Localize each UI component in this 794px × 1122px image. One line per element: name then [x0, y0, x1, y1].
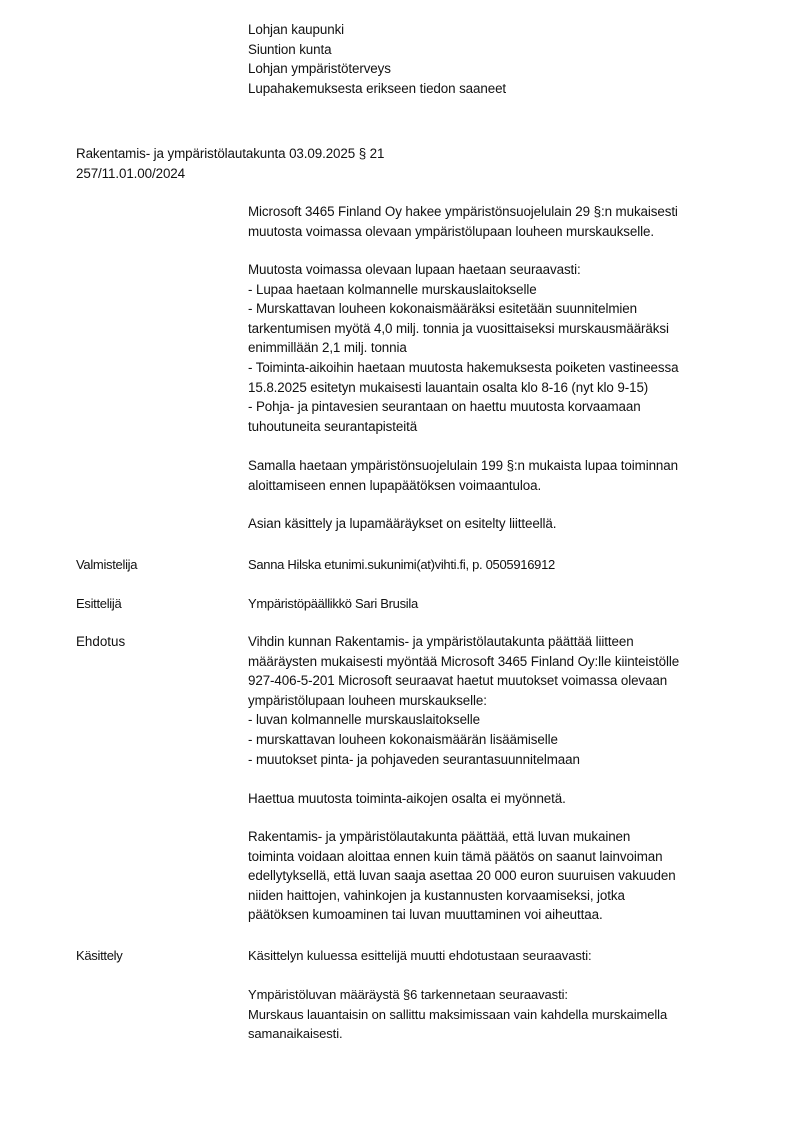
text-line: aloittamiseen ennen lupapäätöksen voimaantuloa.: [248, 477, 542, 493]
text-line: muutosta voimassa olevaan ympäristölupaan louheen murskaukselle.: [248, 223, 654, 239]
proposal-label: Ehdotus: [76, 634, 126, 649]
text-line: Asian käsittely ja lupamääräykset on esitelty liitteellä.: [248, 516, 557, 531]
text-line: tarkentumisen myötä 4,0 milj. tonnia ja vuosittaiseksi murskausmääräksi: [248, 320, 669, 336]
proposal-paragraph-3: [248, 827, 748, 925]
text-line: enimmillään 2,1 milj. tonnia: [248, 340, 407, 356]
list-item: - luvan kolmannelle murskauslaitokselle: [248, 712, 481, 728]
text-line: niiden haittojen, vahinkojen ja kustannusten korvaamiseksi, jotka: [248, 887, 625, 903]
text-line: Muutosta voimassa olevaan lupaan haetaan seuraavasti:: [248, 262, 581, 277]
text-line: ympäristölupaan louheen murskaukselle:: [248, 692, 487, 708]
text-line: päätöksen kumoaminen tai luvan muuttaminen voi aiheuttaa.: [248, 907, 603, 923]
text-line: Samalla haetaan ympäristönsuojelulain 199 §:n mukaista lupaa toiminnan: [248, 458, 678, 473]
presenter-value: Ympäristöpäällikkö Sari Brusila: [248, 596, 418, 611]
list-item: - Murskattavan louheen kokonaismääräksi esitetään suunnitelmien: [248, 301, 637, 317]
intro-paragraph-4: [248, 514, 748, 534]
text-line: Vihdin kunnan Rakentamis- ja ympäristölautakunta päättää liitteen: [248, 634, 634, 649]
text-line: 927-406-5-201 Microsoft seuraavat haetut muutokset voimassa olevaan: [248, 673, 668, 689]
meeting-reference: [76, 144, 576, 183]
intro-paragraph-3: [248, 456, 748, 495]
proposal-paragraph-2: [248, 789, 748, 809]
recipients-list: [248, 20, 748, 98]
intro-paragraph-1: [248, 202, 748, 241]
processing-paragraph-1: [248, 946, 748, 966]
text-line: tuhoutuneita seurantapisteitä: [248, 418, 418, 434]
recipient: Lohjan kaupunki: [248, 22, 345, 37]
list-item: - Toiminta-aikoihin haetaan muutosta hakemuksesta poiketen vastineessa: [248, 359, 679, 375]
preparer-label: Valmistelija: [76, 557, 138, 572]
text-line: edellytyksellä, että luvan saaja asettaa 20 000 euron suuruisen vakuuden: [248, 868, 676, 884]
recipient: Lohjan ympäristöterveys: [248, 61, 391, 77]
text-line: Rakentamis- ja ympäristölautakunta päättää, että luvan mukainen: [248, 829, 631, 844]
text-line: Microsoft 3465 Finland Oy hakee ympäristönsuojelulain 29 §:n mukaisesti: [248, 204, 678, 219]
recipient: Lupahakemuksesta erikseen tiedon saaneet: [248, 80, 507, 96]
proposal-paragraph-1: [248, 632, 748, 769]
text-line: 15.8.2025 esitetyn mukaisesti lauantain osalta klo 8-16 (nyt klo 9-15): [248, 379, 649, 395]
processing-paragraph-2: [248, 985, 748, 1044]
list-item: - murskattavan louheen kokonaismäärän lisäämiselle: [248, 731, 558, 747]
text-line: samanaikaisesti.: [248, 1026, 343, 1042]
text-line: Haettua muutosta toiminta-aikojen osalta ei myönnetä.: [248, 791, 566, 806]
list-item: - Pohja- ja pintavesien seurantaan on haettu muutosta korvaamaan: [248, 399, 641, 415]
meeting-line: Rakentamis- ja ympäristölautakunta 03.09.2025 § 21: [76, 146, 385, 161]
intro-paragraph-2: [248, 260, 748, 436]
list-item: - muutokset pinta- ja pohjaveden seurantasuunnitelmaan: [248, 751, 580, 767]
text-line: Murskaus lauantaisin on sallittu maksimissaan vain kahdella murskaimella: [248, 1006, 668, 1022]
text-line: Käsittelyn kuluessa esittelijä muutti ehdotustaan seuraavasti:: [248, 948, 592, 963]
text-line: Ympäristöluvan määräystä §6 tarkennetaan seuraavasti:: [248, 987, 568, 1002]
text-line: määräysten mukaisesti myöntää Microsoft 3465 Finland Oy:lle kiinteistölle: [248, 653, 680, 669]
record-number: 257/11.01.00/2024: [76, 165, 186, 181]
list-item: - Lupaa haetaan kolmannelle murskauslaitokselle: [248, 281, 537, 297]
text-line: toiminta voidaan aloittaa ennen kuin tämä päätös on saanut lainvoiman: [248, 848, 663, 864]
processing-label: Käsittely: [76, 948, 123, 963]
recipient: Siuntion kunta: [248, 41, 332, 57]
presenter-label: Esittelijä: [76, 596, 122, 611]
preparer-value: Sanna Hilska etunimi.sukunimi(at)vihti.fi, p. 0505916912: [248, 557, 555, 572]
